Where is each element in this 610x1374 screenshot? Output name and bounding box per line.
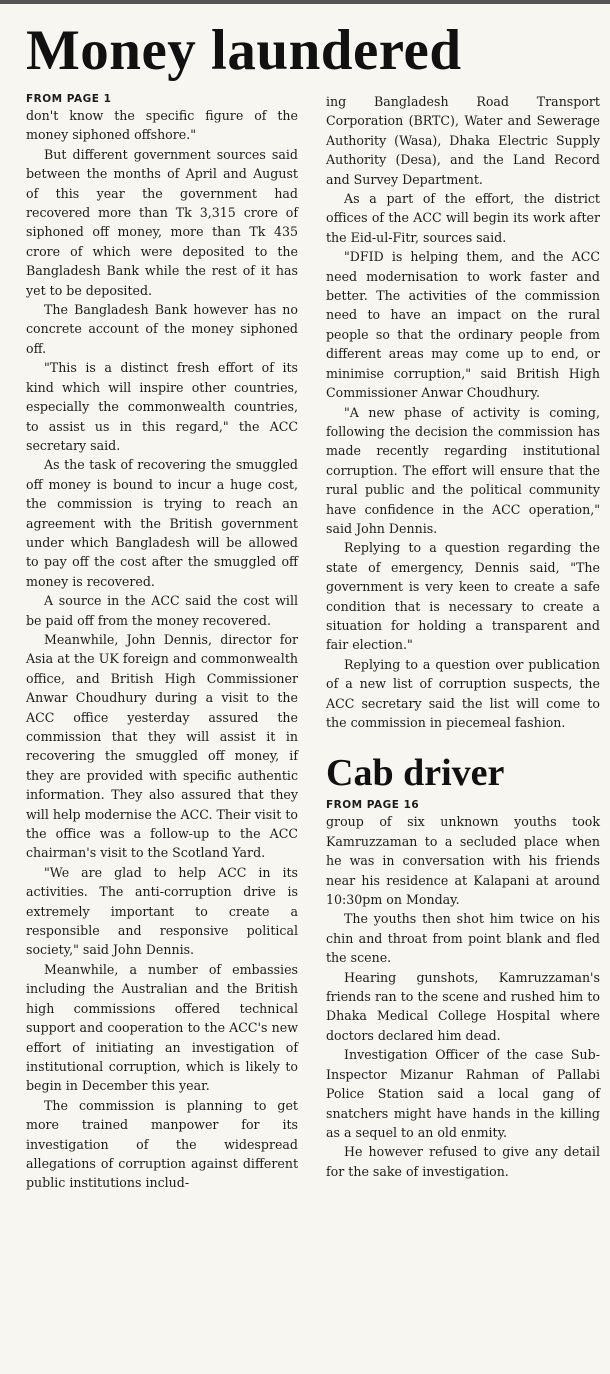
article-paragraph: "This is a distinct fresh effort of its kind which will inspire other countries, especially the commonwealth countries, to assist us in this regard," the ACC secretary said. bbox=[26, 360, 298, 453]
article-paragraph: He however refused to give any detail for the sake of investigation. bbox=[326, 1144, 600, 1179]
from-page-kicker: FROM PAGE 16 bbox=[326, 799, 420, 812]
article-paragraph: A source in the ACC said the cost will be paid off from the money recovered. bbox=[26, 593, 298, 628]
article-paragraph: The youths then shot him twice on his chin and throat from point blank and fled the scene. bbox=[326, 911, 600, 966]
article-paragraph: "We are glad to help ACC in its activities. The anti-corruption drive is extremely important to create a responsible and responsive political society," said John Dennis. bbox=[26, 864, 298, 958]
article-paragraph: don't know the specific figure of the money siphoned offshore." bbox=[26, 108, 298, 143]
article-paragraph: Hearing gunshots, Kamruzzaman's friends ran to the scene and rushed him to Dhaka Medical College Hospital where doctors declared him dead. bbox=[326, 969, 600, 1043]
from-page-kicker: FROM PAGE 1 bbox=[26, 93, 112, 105]
article-paragraph: "A new phase of activity is coming, following the decision the commission has made recently regarding institutional corruption. The effort will ensure that the rural public and the political community have confidence in the ACC operation," said John Dennis. bbox=[326, 404, 600, 536]
article-money-laundered-column-1 bbox=[26, 92, 298, 1193]
article-paragraph: Meanwhile, a number of embassies including the Australian and the British high commissions offered technical support and cooperation to the ACC's new effort of initiating an investigation of institutional corruption, which is likely to begin in December this year. bbox=[26, 961, 298, 1094]
article-paragraph: Meanwhile, John Dennis, director for Asia at the UK foreign and commonwealth office, and British High Commissioner Anwar Choudhury during a visit to the ACC office yesterday assured the commission that they will assist it in recovering the smuggled off money, if they are provided with specific authentic information. They also assured that they will help modernise the ACC. Their visit to the office was a follow-up to the ACC chairman's visit to the Scotland Yard. bbox=[26, 631, 298, 861]
article-paragraph: Replying to a question regarding the state of emergency, Dennis said, "The government is very keen to create a safe condition that is necessary to create a situation for holding a transparent and fair election." bbox=[326, 540, 600, 653]
article-paragraph: group of six unknown youths took Kamruzzaman to a secluded place when he was in conversation with his friends near his residence at Kalapani at around 10:30pm on Monday. bbox=[326, 814, 600, 908]
article-paragraph: The Bangladesh Bank however has no concrete account of the money siphoned off. bbox=[26, 302, 298, 356]
article-paragraph: The commission is planning to get more trained manpower for its investigation of the widespread allegations of corruption against different public institutions includ- bbox=[26, 1097, 298, 1191]
headline-cab-driver: Cab driver bbox=[326, 752, 505, 795]
article-paragraph: Investigation Officer of the case Sub-Inspector Mizanur Rahman of Pallabi Police Station said a local gang of snatchers might have hands in the killing as a sequel to an old enmity. bbox=[326, 1047, 600, 1140]
article-money-laundered-column-2 bbox=[326, 92, 600, 1181]
headline-money-laundered: Money laundered bbox=[26, 19, 462, 82]
article-paragraph: Replying to a question over publication of a new list of corruption suspects, the ACC secretary said the list will come to the commission in piecemeal fashion. bbox=[326, 656, 600, 730]
top-rule bbox=[0, 0, 610, 4]
article-paragraph: As the task of recovering the smuggled off money is bound to incur a huge cost, the commission is trying to reach an agreement with the British government under which Bangladesh will be allowed to pay off the cost after the smuggled off money is recovered. bbox=[26, 457, 298, 589]
article-paragraph: ing Bangladesh Road Transport Corporation (BRTC), Water and Sewerage Authority (Wasa), Dhaka Electric Supply Authority (Desa), and the Land Record and Survey Department. bbox=[326, 94, 600, 187]
article-paragraph: As a part of the effort, the district offices of the ACC will begin its work after the Eid-ul-Fitr, sources said. bbox=[326, 191, 600, 245]
article-paragraph: But different government sources said between the months of April and August of this year the government had recovered more than Tk 3,315 crore of siphoned off money, more than Tk 435 crore of which were deposited to the Bangladesh Bank while the rest of it has yet to be deposited. bbox=[26, 146, 298, 298]
article-paragraph: "DFID is helping them, and the ACC need modernisation to work faster and better. The activities of the commission need to have an impact on the rural people so that the ordinary people from different areas may come up to end, or minimise corruption," said British High Commissioner Anwar Choudhury. bbox=[326, 249, 600, 401]
